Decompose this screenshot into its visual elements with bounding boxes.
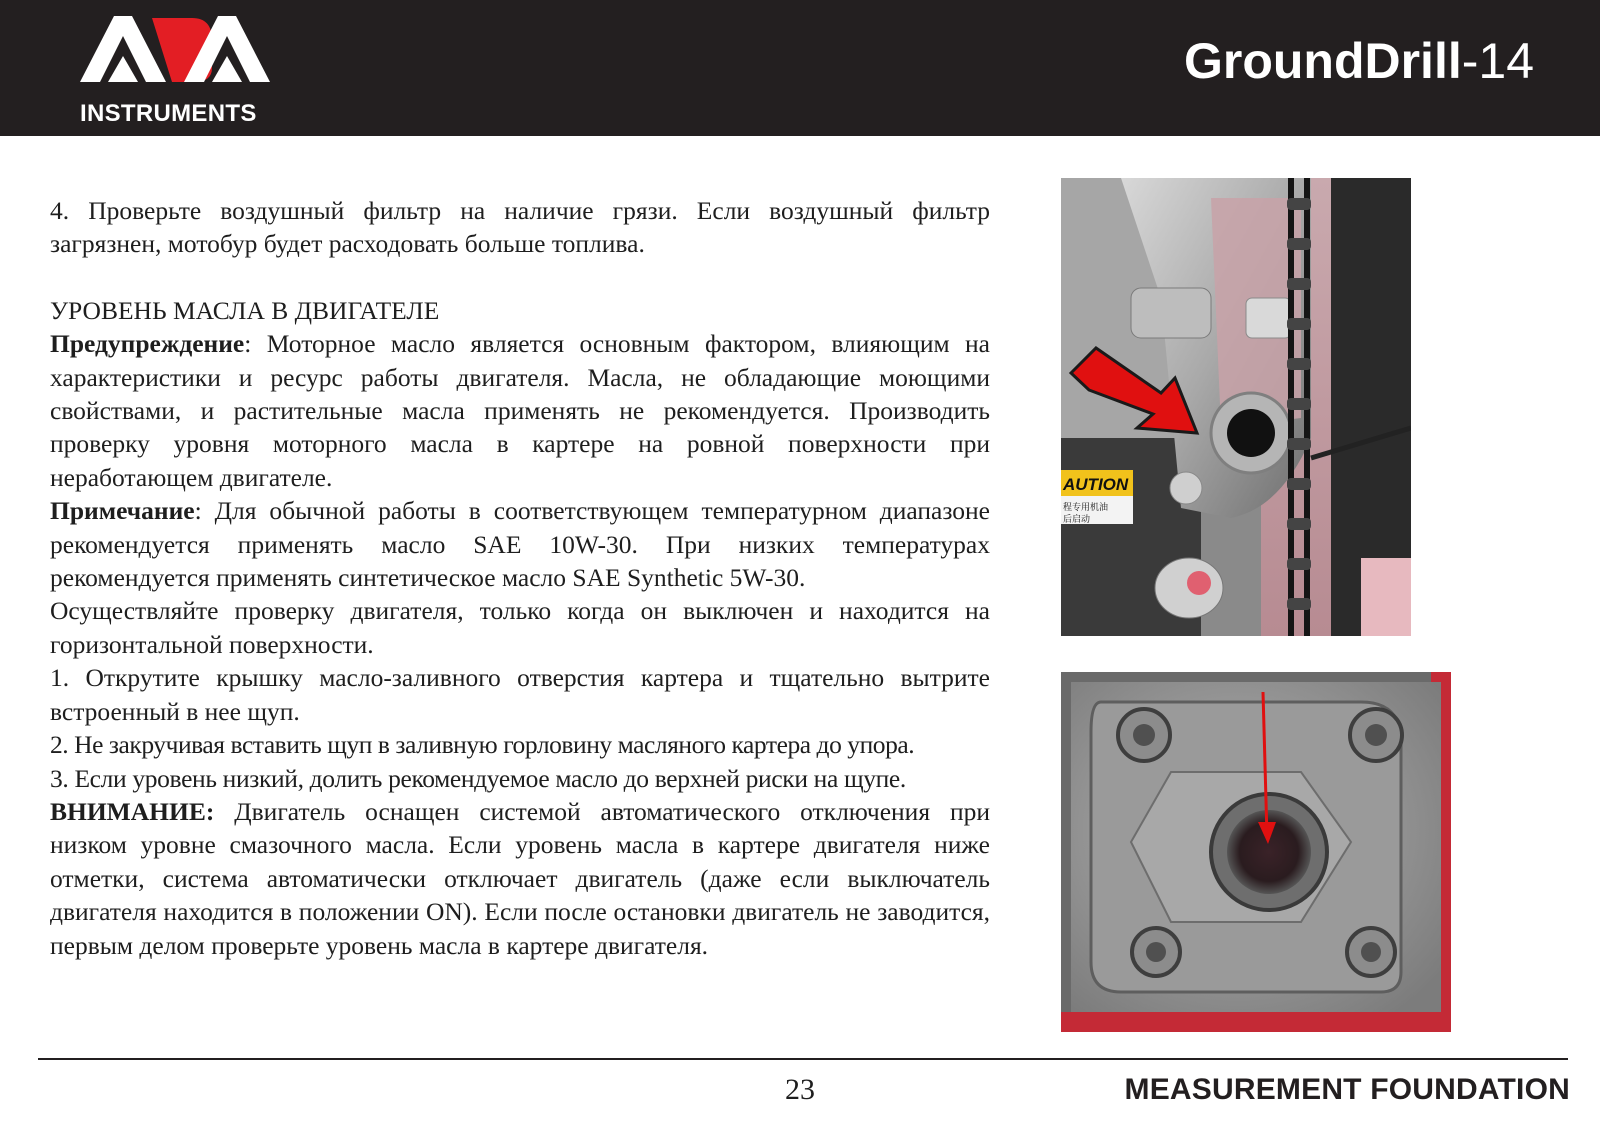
section-heading: УРОВЕНЬ МАСЛА В ДВИГАТЕЛЕ <box>50 295 440 325</box>
header-bar <box>0 0 1600 136</box>
ada-logo <box>80 10 270 130</box>
footer-divider <box>38 1058 1568 1060</box>
attention-paragraph <box>50 795 990 962</box>
note-label: Примечание <box>50 496 195 526</box>
instructions-text <box>50 194 990 962</box>
paragraph-spacer <box>50 261 990 294</box>
warning-label: Предупреждение <box>50 329 245 359</box>
logo-subtitle: INSTRUMENTS <box>80 100 257 127</box>
product-name: GroundDrill <box>1183 33 1462 89</box>
product-title <box>1184 32 1534 90</box>
footer-slogan: MEASUREMENT FOUNDATION <box>1124 1073 1570 1106</box>
caution-label-text: AUTION <box>1063 475 1129 494</box>
ada-logo-mark <box>80 10 270 100</box>
step-3: 3. Если уровень низкий, долить рекомендуемое масло до верхней риски на щупе. <box>50 763 906 793</box>
product-model-number: -14 <box>1461 33 1534 89</box>
attention-label: ВНИМАНИЕ: <box>50 796 215 826</box>
label-small-line-2: 后启动 <box>1063 515 1091 525</box>
crankcase-photo-illustration <box>1061 672 1451 1032</box>
step-2: 2. Не закручивая вставить щуп в заливную горловину масляного картера до упора. <box>50 730 915 760</box>
note-text: : Для обычной работы в соответствующем температурном диапазоне рекомендуется применять масло SAE 10W-30. При низких температурах рекомендуется применять синтетическое масло SAE Synthetic 5W-30. <box>50 496 990 593</box>
page-number: 23 <box>785 1073 815 1106</box>
check-paragraph: Осуществляйте проверку двигателя, только когда он выключен и находится на горизонтальной поверхности. <box>50 596 990 659</box>
label-small-line-1: 程专用机油 <box>1063 503 1109 513</box>
engine-oil-filler-photo <box>1061 178 1411 636</box>
engine-photo-illustration <box>1061 178 1411 636</box>
note-paragraph <box>50 494 990 594</box>
warning-paragraph <box>50 327 990 494</box>
step-1: 1. Открутите крышку масло-заливного отверстия картера и тщательно вытрите встроенный в нее щуп. <box>50 663 990 726</box>
air-filter-paragraph: 4. Проверьте воздушный фильтр на наличие грязи. Если воздушный фильтр загрязнен, мотобур будет расходовать больше топлива. <box>50 196 990 259</box>
warning-text: : Моторное масло является основным фактором, влияющим на характеристики и ресурс работы двигателя. Масла, не обладающие моющими свойствами, и растительные масла применять не рекомендуется. Производить проверку уровня моторного масла в картере на ровной поверхности при неработающем двигателе. <box>50 329 990 492</box>
attention-text: Двигатель оснащен системой автоматического отключения при низком уровне смазочного масла. Если уровень масла в картере двигателя ниже отметки, система автоматически отключает двигатель (даже если выключатель двигателя находится в положении ON). Если после остановки двигатель не заводится, первым делом проверьте уровень масла в картере двигателя. <box>50 796 990 960</box>
crankcase-cover-photo <box>1061 672 1451 1032</box>
